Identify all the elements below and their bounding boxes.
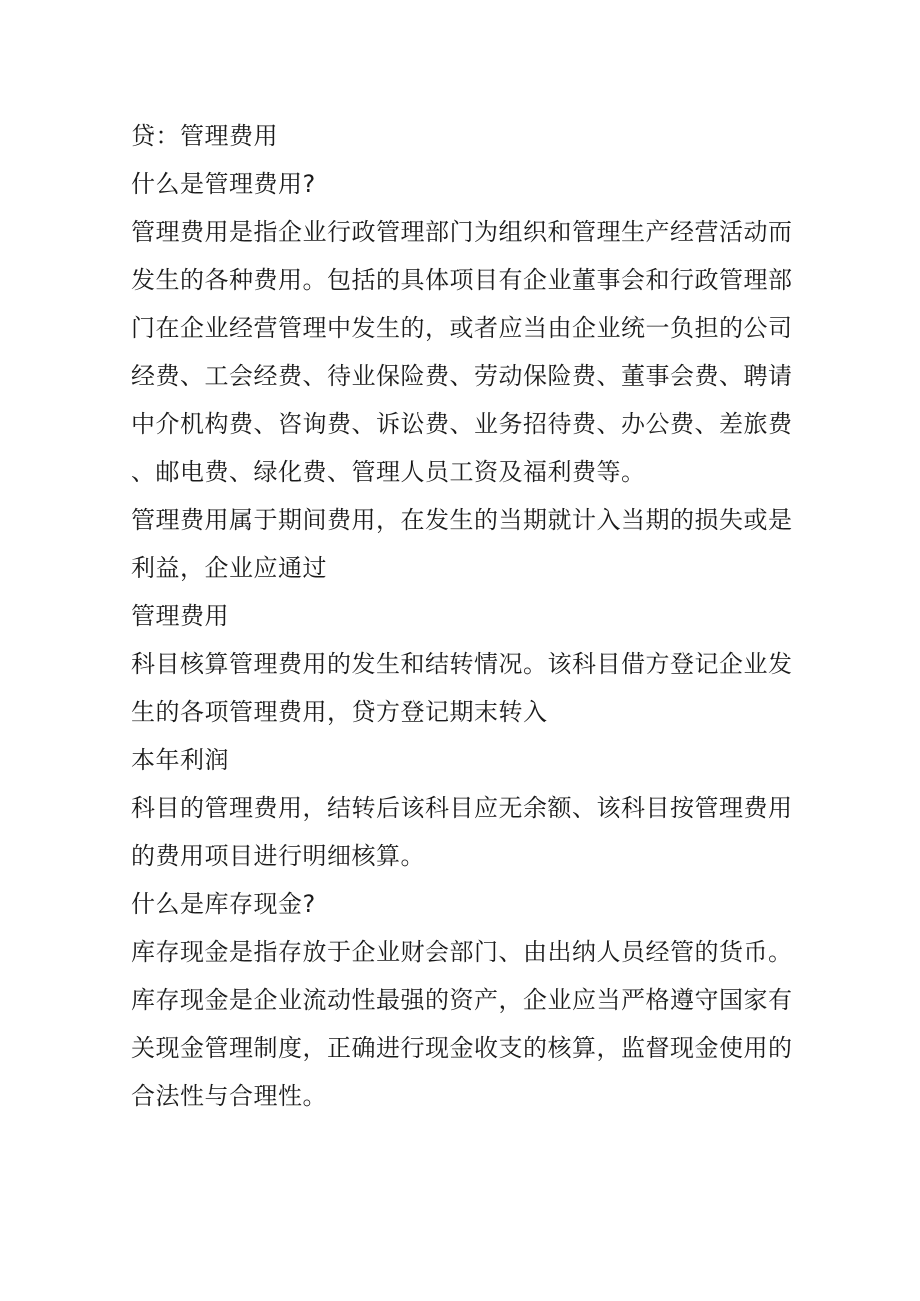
paragraph-admin-expenses-definition: 管理费用是指企业行政管理部门为组织和管理生产经营活动而发生的各种费用。包括的具体项目有企业董事会和行政管理部门在企业经营管理中发生的，或者应当由企业统一负担的公司经费、工会经费、待业保险费、劳动保险费、董事会费、聘请中介机构费、咨询费、诉讼费、业务招待费、办公费、差旅费、邮电费、绿化费、管理人员工资及福利费等。	[131, 218, 793, 486]
account-name-admin-expenses: 管理费用	[131, 602, 229, 630]
paragraph-period-expense: 管理费用属于期间费用，在发生的当期就计入当期的损失或是利益，企业应通过	[131, 506, 793, 582]
account-name-current-year-profit: 本年利润	[131, 746, 229, 774]
paragraph-cash-on-hand-definition: 库存现金是指存放于企业财会部门、由出纳人员经管的货币。库存现金是企业流动性最强的资产，企业应当严格遵守国家有关现金管理制度，正确进行现金收支的核算，监督现金使用的合法性与合理性。	[131, 938, 793, 1110]
document-body	[131, 112, 796, 1120]
paragraph-credit-admin-expenses: 贷：管理费用	[131, 122, 278, 150]
paragraph-account-accounting: 科目核算管理费用的发生和结转情况。该科目借方登记企业发生的各项管理费用，贷方登记期末转入	[131, 650, 793, 726]
heading-what-is-admin-expenses: 什么是管理费用?	[131, 170, 316, 198]
paragraph-closing-balance: 科目的管理费用，结转后该科目应无余额、该科目按管理费用的费用项目进行明细核算。	[131, 794, 793, 870]
heading-what-is-cash-on-hand: 什么是库存现金?	[131, 890, 316, 918]
